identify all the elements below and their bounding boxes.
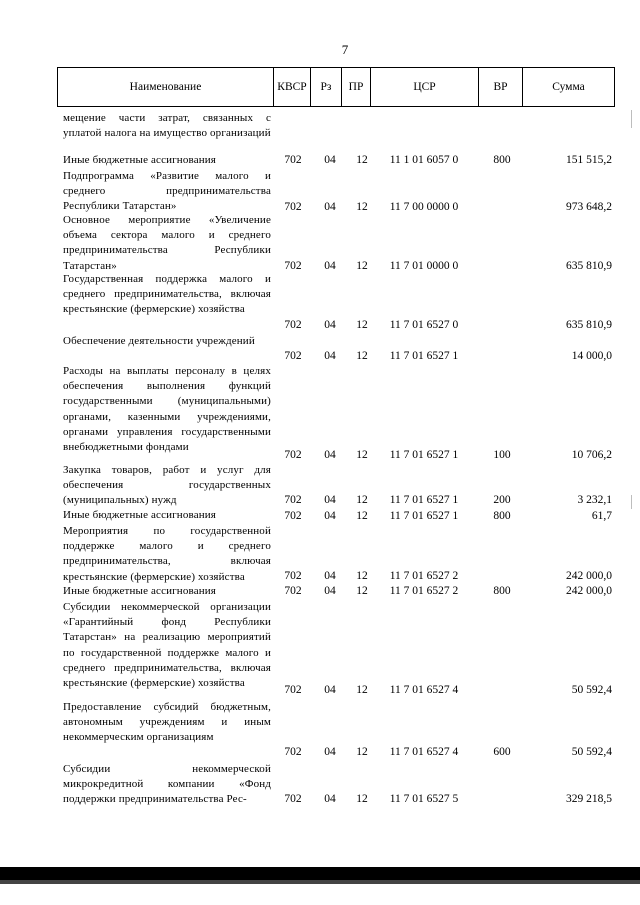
row-vr: 100 [493,449,511,461]
row-name: Субсидии некоммерческой микрокредитной компании «Фонд поддержки предпринимательства Рес- [63,763,271,806]
row-rz: 04 [324,793,336,805]
table-row [0,364,640,463]
row-rz: 04 [324,201,336,213]
row-csr: 11 7 00 0000 0 [389,201,459,213]
row-rz: 04 [324,684,336,696]
row-name: Предоставление субсидий бюджетным, автономным учреждениям и иным некоммерческим организациям [63,701,271,744]
row-sum: 329 218,5 [566,793,612,805]
scan-edge-mark [631,110,632,128]
row-name: Иные бюджетные ассигнования [63,585,217,597]
row-kvsr: 702 [284,154,302,166]
row-rz: 04 [324,746,336,758]
row-name: Государственная поддержка малого и среднего предпринимательства, включая крестьянские (фермерские) хозяйства [63,273,271,316]
row-pr: 12 [356,449,368,461]
row-vr: 800 [493,154,511,166]
row-rz: 04 [324,510,336,522]
header-kvsr: КВСР [277,81,307,93]
row-vr: 600 [493,746,511,758]
row-vr: 800 [493,585,511,597]
row-csr: 11 7 01 6527 1 [389,510,459,522]
row-sum: 3 232,1 [577,494,612,506]
row-kvsr: 702 [284,319,302,331]
row-kvsr: 702 [284,570,302,582]
scan-bottom-border [0,867,640,880]
row-csr: 11 7 01 6527 4 [389,746,459,758]
row-csr: 11 7 01 6527 4 [389,684,459,696]
row-pr: 12 [356,350,368,362]
row-rz: 04 [324,154,336,166]
row-csr: 11 1 01 6057 0 [389,154,459,166]
row-csr: 11 7 01 6527 2 [389,570,459,582]
row-sum: 61,7 [591,510,612,522]
row-kvsr: 702 [284,510,302,522]
row-sum: 635 810,9 [566,319,612,331]
row-name: мещение части затрат, связанных с уплатой налога на имущество организаций [63,112,271,140]
table-row [0,111,640,156]
row-sum: 242 000,0 [566,570,612,582]
table-row [0,334,640,364]
table-row [0,600,640,698]
row-kvsr: 702 [284,260,302,272]
table-row [0,272,640,333]
row-csr: 11 7 01 6527 5 [389,793,459,805]
row-pr: 12 [356,201,368,213]
row-csr: 11 7 01 6527 1 [389,350,459,362]
row-pr: 12 [356,585,368,597]
row-pr: 12 [356,154,368,166]
row-csr: 11 7 01 6527 1 [389,494,459,506]
row-rz: 04 [324,494,336,506]
row-kvsr: 702 [284,350,302,362]
table-row [0,463,640,508]
table-row [0,213,640,274]
row-rz: 04 [324,585,336,597]
row-sum: 242 000,0 [566,585,612,597]
row-kvsr: 702 [284,746,302,758]
row-pr: 12 [356,510,368,522]
table-row [0,153,640,168]
row-pr: 12 [356,260,368,272]
row-sum: 151 515,2 [566,154,612,166]
row-name: Мероприятия по государственной поддержке малого и среднего предпринимательства, включая крестьянские (фермерские) хозяйства [63,525,271,583]
header-name: Наименование [129,81,202,93]
row-vr: 200 [493,494,511,506]
header-rz: Рз [320,81,332,93]
table-row [0,524,640,584]
row-rz: 04 [324,319,336,331]
table-row [0,508,640,524]
row-name: Субсидии некоммерческой организации «Гарантийный фонд Республики Татарстан» на реализацию мероприятий по государственной поддержке малого и среднего предпринимательства, включая крестьянские (фермерские) хозяйства [63,601,271,690]
row-rz: 04 [324,350,336,362]
page-number: 7 [341,42,349,57]
row-rz: 04 [324,260,336,272]
header-csr: ЦСР [413,81,436,93]
row-name: Иные бюджетные ассигнования [63,509,217,521]
row-kvsr: 702 [284,494,302,506]
row-pr: 12 [356,319,368,331]
row-csr: 11 7 01 6527 2 [389,585,459,597]
table-header [57,67,615,107]
table-row [0,762,640,807]
row-sum: 50 592,4 [571,684,612,696]
row-name: Обеспечение деятельности учреждений [63,335,255,347]
row-name: Расходы на выплаты персоналу в целях обеспечения выполнения функций государственными (муниципальными) органами, казенными учреждениями, органами управления государственными внебюджетными фондами [63,365,271,454]
row-name: Основное мероприятие «Увеличение объема сектора малого и среднего предпринимательства Республики Татарстан» [63,214,271,272]
row-kvsr: 702 [284,684,302,696]
row-sum: 14 000,0 [571,350,612,362]
header-vr: ВР [493,81,508,93]
row-kvsr: 702 [284,793,302,805]
row-pr: 12 [356,793,368,805]
header-pr: ПР [348,81,364,93]
table-row [0,169,640,215]
table-row [0,584,640,599]
row-sum: 50 592,4 [571,746,612,758]
row-kvsr: 702 [284,449,302,461]
row-pr: 12 [356,746,368,758]
row-kvsr: 702 [284,201,302,213]
row-pr: 12 [356,684,368,696]
row-kvsr: 702 [284,585,302,597]
scan-edge-mark [631,495,632,509]
row-csr: 11 7 01 6527 1 [389,449,459,461]
row-rz: 04 [324,449,336,461]
row-sum: 973 648,2 [566,201,612,213]
row-csr: 11 7 01 6527 0 [389,319,459,331]
row-name: Иные бюджетные ассигнования [63,154,217,166]
header-sum: Сумма [552,81,585,93]
row-vr: 800 [493,510,511,522]
row-rz: 04 [324,570,336,582]
row-pr: 12 [356,570,368,582]
row-name: Подпрограмма «Развитие малого и среднего предпринимательства Республики Татарстан» [63,170,271,213]
row-sum: 635 810,9 [566,260,612,272]
row-pr: 12 [356,494,368,506]
row-name: Закупка товаров, работ и услуг для обеспечения государственных (муниципальных) нужд [63,464,271,507]
scan-bottom-shadow [0,880,640,884]
row-sum: 10 706,2 [571,449,612,461]
table-row [0,700,640,760]
row-csr: 11 7 01 0000 0 [389,260,459,272]
